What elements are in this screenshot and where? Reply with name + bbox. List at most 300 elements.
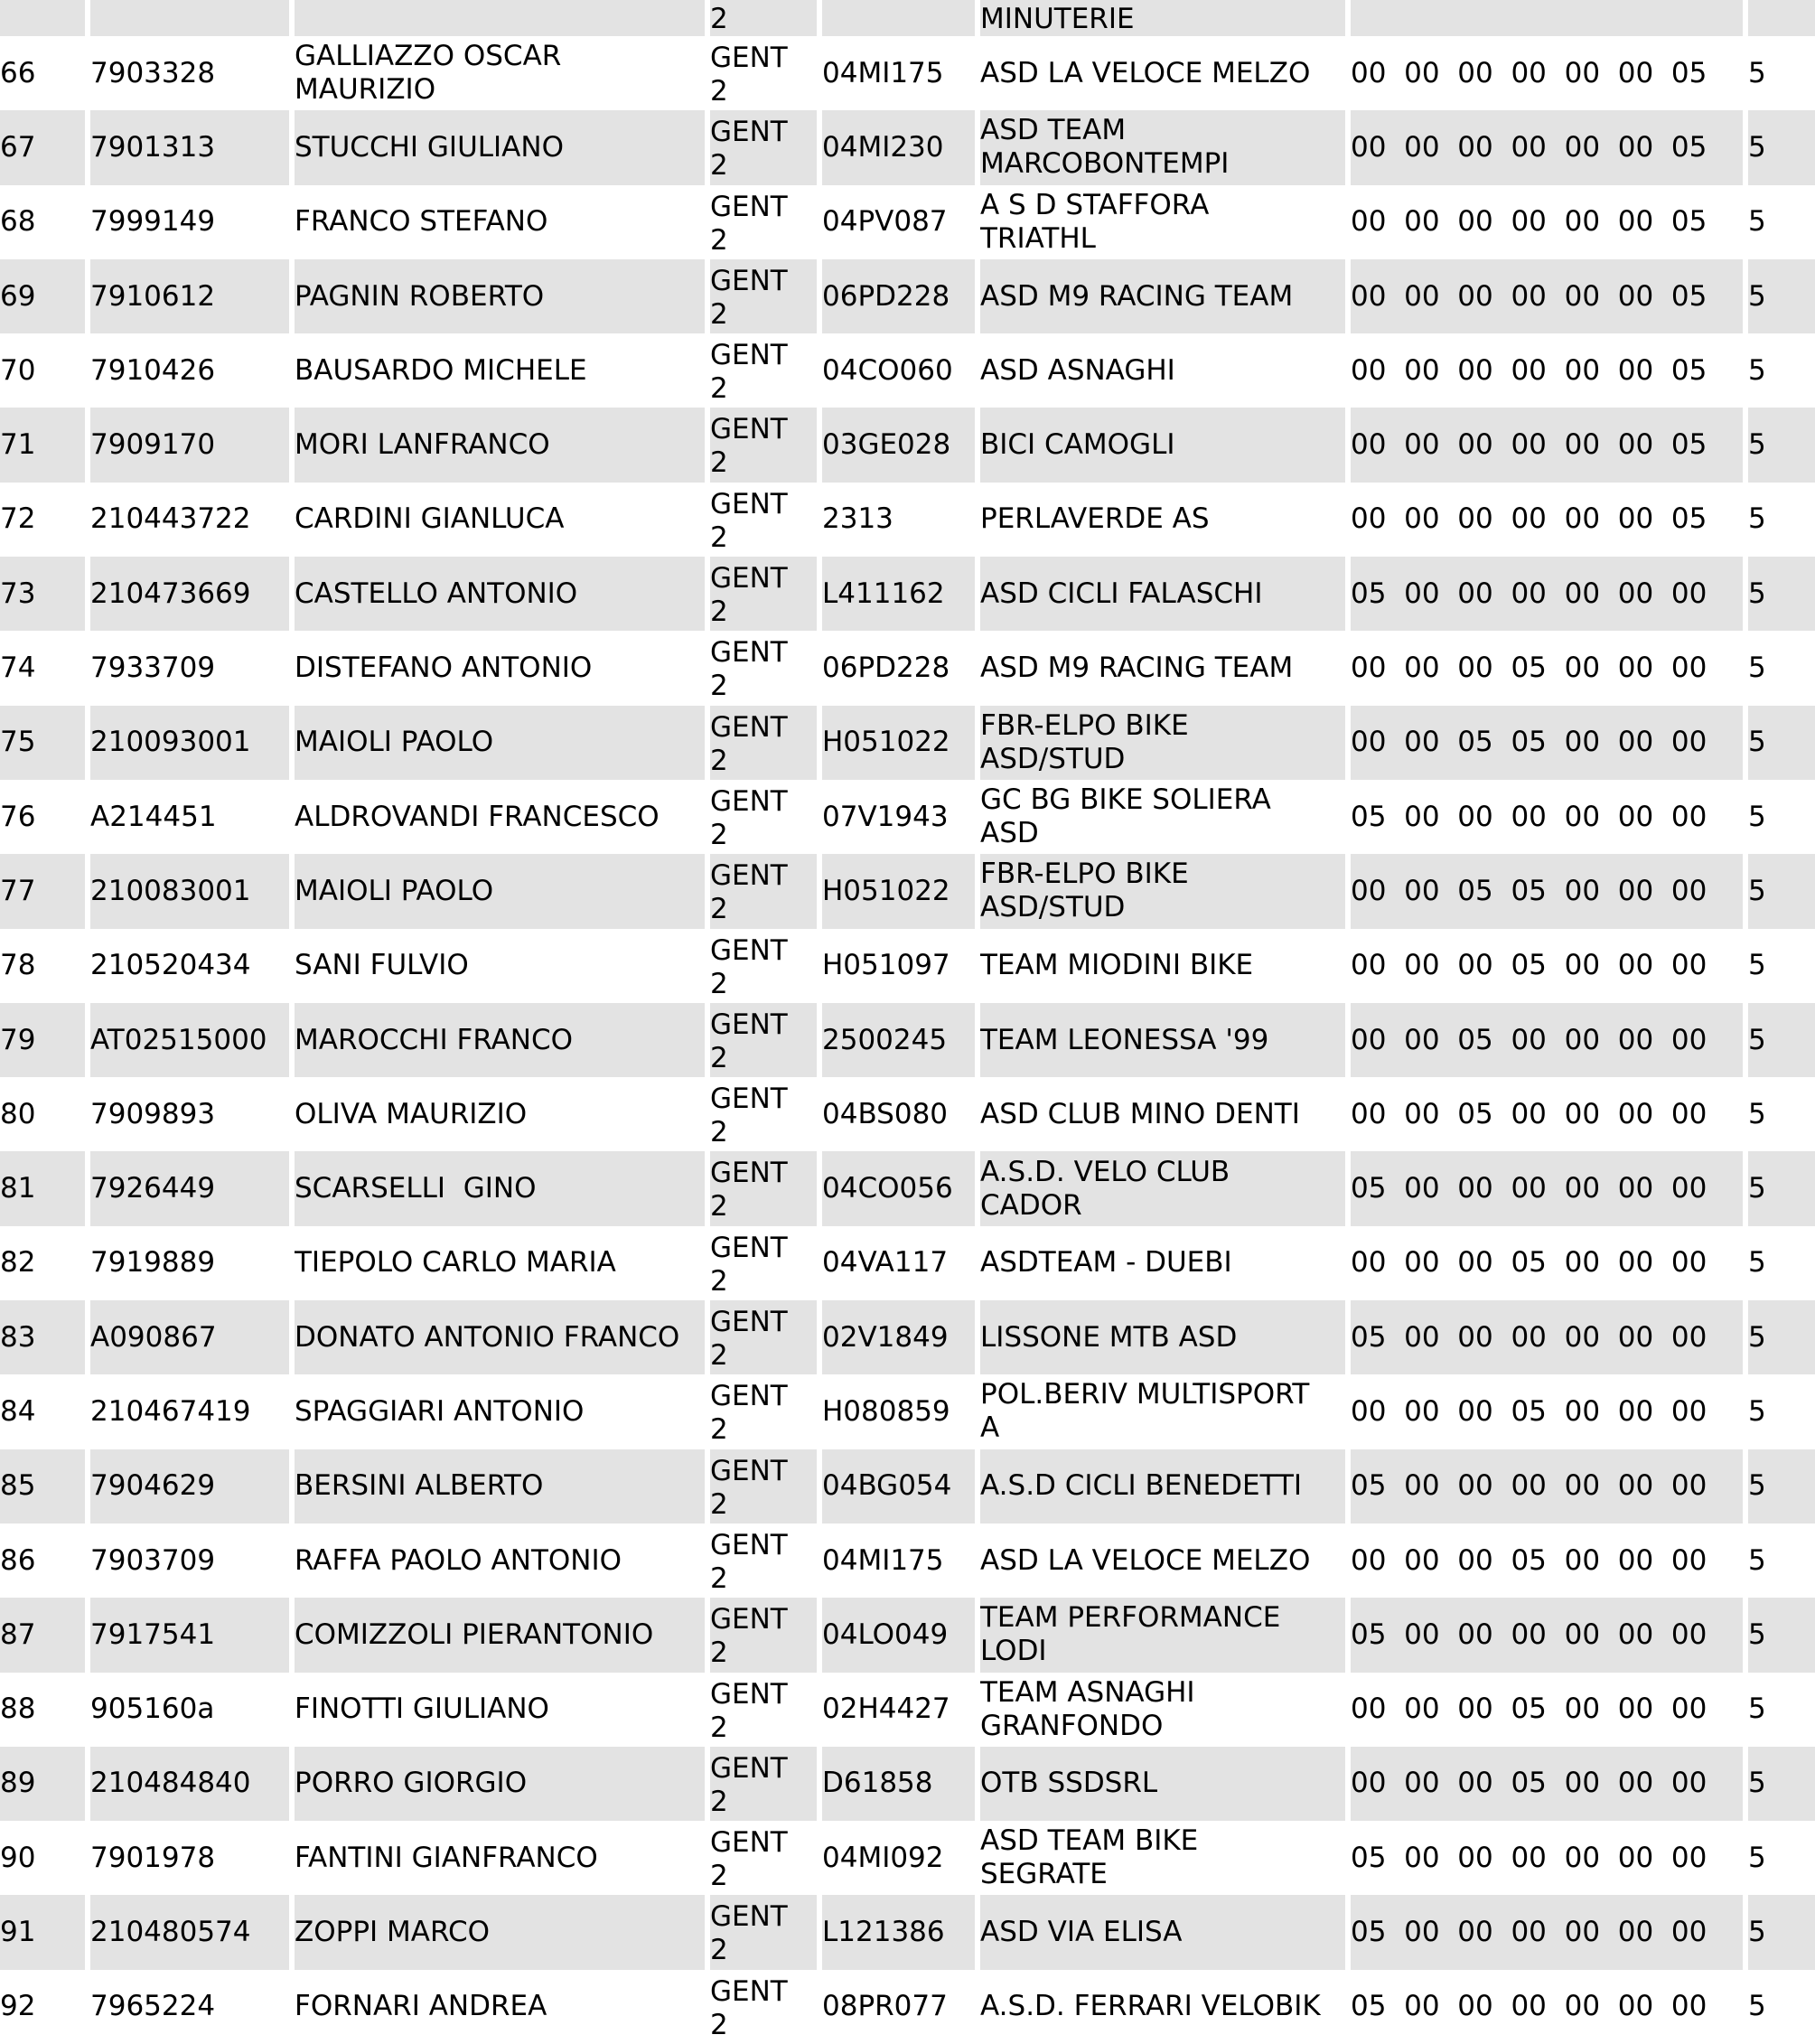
- category-cell: [710, 780, 817, 854]
- club-code-cell: 04PV087: [822, 205, 948, 239]
- points-cell: 05 00 00 00 00 00 00: [1351, 1895, 1743, 1969]
- position-cell: 90: [0, 1841, 36, 1874]
- club-code-cell: H051022: [822, 706, 975, 780]
- name-cell: [295, 780, 705, 854]
- category-level: 2: [710, 1190, 728, 1224]
- total-cell: 5: [1748, 1394, 1766, 1428]
- category-cell: [710, 1077, 817, 1151]
- category-cell: [710, 1374, 817, 1449]
- points-cell: [1351, 0, 1743, 36]
- license-cell: 7917541: [90, 1598, 289, 1672]
- position-cell: 73: [0, 557, 85, 631]
- table-row: [0, 929, 1815, 1003]
- total-cell: 5: [1748, 1151, 1815, 1225]
- team-cell: [980, 259, 1345, 333]
- table-row: [0, 36, 1815, 110]
- category-label: GENT: [710, 190, 788, 223]
- position-cell: 88: [0, 1692, 36, 1726]
- position-cell: 79: [0, 1003, 85, 1077]
- total-cell: 5: [1748, 949, 1766, 982]
- name-text: ZOPPI MARCO: [295, 1916, 491, 1949]
- team-text: BICI CAMOGLI: [980, 428, 1175, 462]
- category-cell: [710, 185, 817, 259]
- license-cell: 210467419: [90, 1394, 251, 1428]
- category-level: 2: [710, 149, 728, 183]
- total-cell: 5: [1748, 1003, 1815, 1077]
- total-cell: 5: [1748, 652, 1766, 685]
- total-cell: 5: [1748, 1449, 1815, 1524]
- table-row: [0, 1747, 1815, 1821]
- license-cell: 7910426: [90, 353, 216, 387]
- name-text: CARDINI GIANLUCA: [295, 502, 565, 536]
- name-text: TIEPOLO CARLO MARIA: [295, 1246, 616, 1280]
- team-cell: [980, 36, 1345, 110]
- name-cell: [295, 929, 705, 1003]
- team-cell: [980, 1524, 1345, 1598]
- name-text: OLIVA MAURIZIO: [295, 1097, 528, 1130]
- total-cell: [1748, 0, 1815, 36]
- position-cell: 68: [0, 205, 36, 239]
- category-level: 2: [710, 223, 728, 257]
- name-cell: [295, 1821, 705, 1895]
- license-cell: A214451: [90, 800, 217, 833]
- category-cell: [710, 929, 817, 1003]
- total-cell: 5: [1748, 557, 1815, 631]
- club-code-cell: 06PD228: [822, 259, 975, 333]
- name-cell: [295, 1226, 705, 1300]
- team-cell: [980, 1673, 1345, 1747]
- position-cell: 89: [0, 1747, 85, 1821]
- total-cell: 5: [1748, 1990, 1766, 2023]
- team-cell: [980, 1747, 1345, 1821]
- category-cell: [710, 706, 817, 780]
- team-text: ASD CLUB MINO DENTI: [980, 1097, 1300, 1130]
- total-cell: 5: [1748, 502, 1766, 536]
- position-cell: 82: [0, 1246, 36, 1280]
- category-label: GENT: [710, 1826, 788, 1860]
- category-level: 2: [710, 818, 728, 851]
- table-row: [0, 110, 1815, 184]
- name-cell: [295, 1970, 705, 2044]
- team-cell: [980, 1895, 1345, 1969]
- license-cell: 7909170: [90, 408, 289, 482]
- license-cell: 7919889: [90, 1246, 216, 1280]
- club-code-cell: 04VA117: [822, 1246, 949, 1280]
- category-cell: [710, 854, 817, 928]
- name-cell: [295, 1673, 705, 1747]
- total-cell: 5: [1748, 706, 1815, 780]
- total-cell: 5: [1748, 353, 1766, 387]
- category-level: 2: [710, 1785, 728, 1818]
- table-row: [0, 631, 1815, 705]
- category-level: 2: [710, 1264, 728, 1298]
- license-cell: 7909893: [90, 1097, 216, 1130]
- category-level: 2: [710, 1487, 728, 1521]
- name-text: FORNARI ANDREA: [295, 1990, 547, 2023]
- position-cell: 66: [0, 56, 36, 89]
- team-cell: [980, 706, 1345, 780]
- team-cell: [980, 1226, 1345, 1300]
- category-label: GENT: [710, 413, 788, 446]
- category-level: 2: [710, 297, 728, 331]
- name-cell: [295, 1151, 705, 1225]
- category-label: GENT: [710, 1008, 788, 1041]
- name-text: SPAGGIARI ANTONIO: [295, 1394, 585, 1428]
- club-code-cell: [822, 0, 975, 36]
- total-cell: 5: [1748, 205, 1766, 239]
- category-label: GENT: [710, 42, 788, 74]
- total-cell: 5: [1748, 800, 1766, 833]
- license-cell: 210484840: [90, 1747, 289, 1821]
- name-text: BERSINI ALBERTO: [295, 1469, 544, 1503]
- name-text: ALDROVANDI FRANCESCO: [295, 800, 660, 833]
- points-cell: 00 00 00 05 00 00 00: [1351, 1692, 1707, 1726]
- license-cell: 7999149: [90, 205, 216, 239]
- points-cell: 00 00 00 00 00 00 05: [1351, 205, 1707, 239]
- club-code-cell: 04CO060: [822, 353, 953, 387]
- license-cell: 210520434: [90, 949, 251, 982]
- points-cell: 05 00 00 00 00 00 00: [1351, 1449, 1743, 1524]
- position-cell: 69: [0, 259, 85, 333]
- license-cell: 7903328: [90, 56, 216, 89]
- name-text: MORI LANFRANCO: [295, 428, 550, 462]
- category-cell: [710, 1821, 817, 1895]
- category-level: 2: [710, 446, 728, 480]
- club-code-cell: 04CO056: [822, 1151, 975, 1225]
- category-cell: [710, 1673, 817, 1747]
- total-cell: 5: [1748, 1692, 1766, 1726]
- club-code-cell: 03GE028: [822, 408, 975, 482]
- category-level: 2: [710, 1116, 728, 1149]
- club-code-cell: 04LO049: [822, 1598, 975, 1672]
- points-cell: 00 00 05 05 00 00 00: [1351, 854, 1743, 928]
- team-text: A.S.D. FERRARI VELOBIK: [980, 1990, 1321, 2023]
- category-label: GENT: [710, 1974, 788, 2008]
- category-label: GENT: [710, 1157, 788, 1190]
- total-cell: 5: [1748, 1841, 1766, 1874]
- name-text: COMIZZOLI PIERANTONIO: [295, 1617, 654, 1651]
- category-level: 2: [710, 1860, 728, 1893]
- team-text: TEAM MIODINI BIKE: [980, 949, 1254, 982]
- name-text: MAROCCHI FRANCO: [295, 1023, 574, 1056]
- name-text: GALLIAZZO OSCAR MAURIZIO: [295, 40, 562, 107]
- name-cell: [295, 333, 705, 408]
- team-cell: [980, 1300, 1345, 1374]
- category-label: GENT: [710, 562, 788, 595]
- table-row: [0, 185, 1815, 259]
- category-label: GENT: [710, 1528, 788, 1561]
- name-text: DONATO ANTONIO FRANCO: [295, 1320, 680, 1354]
- category-level: 2: [710, 595, 728, 629]
- team-text: ASD ASNAGHI: [980, 353, 1175, 387]
- license-cell: 7926449: [90, 1151, 289, 1225]
- table-row: [0, 557, 1815, 631]
- club-code-cell: D61858: [822, 1747, 975, 1821]
- total-cell: 5: [1748, 1300, 1815, 1374]
- table-row: [0, 1895, 1815, 1969]
- position-cell: 70: [0, 353, 36, 387]
- team-text: FBR-ELPO BIKE ASD/STUD: [980, 858, 1189, 924]
- category-label: GENT: [710, 784, 788, 818]
- position-cell: 80: [0, 1097, 36, 1130]
- category-cell: [710, 1449, 817, 1524]
- name-cell: [295, 1374, 705, 1449]
- team-cell: [980, 1970, 1345, 2044]
- points-cell: 00 00 00 00 00 00 05: [1351, 259, 1743, 333]
- team-text: A.S.D CICLI BENEDETTI: [980, 1469, 1303, 1503]
- name-cell: [295, 706, 705, 780]
- total-cell: 5: [1748, 110, 1815, 184]
- license-cell: 7904629: [90, 1449, 289, 1524]
- license-cell: A090867: [90, 1300, 289, 1374]
- points-cell: 00 00 00 05 00 00 00: [1351, 1394, 1707, 1428]
- table-row: [0, 1449, 1815, 1524]
- name-cell: [295, 1598, 705, 1672]
- category-level: 2: [710, 1934, 728, 1967]
- points-cell: 05 00 00 00 00 00 00: [1351, 1300, 1743, 1374]
- points-cell: 00 00 00 00 00 00 05: [1351, 408, 1743, 482]
- points-cell: 05 00 00 00 00 00 00: [1351, 1151, 1743, 1225]
- name-cell: [295, 854, 705, 928]
- points-cell: 00 00 00 00 00 00 05: [1351, 502, 1707, 536]
- category-level: 2: [710, 744, 728, 777]
- name-cell: [295, 185, 705, 259]
- category-level: 2: [710, 893, 728, 926]
- team-text: ASD TEAM MARCOBONTEMPI: [980, 114, 1230, 181]
- position-cell: 77: [0, 854, 85, 928]
- club-code-cell: 04BG054: [822, 1449, 975, 1524]
- team-text: ASD LA VELOCE MELZO: [980, 56, 1311, 89]
- team-cell: [980, 1374, 1345, 1449]
- team-cell: [980, 1598, 1345, 1672]
- name-cell: [295, 0, 705, 36]
- name-cell: [295, 408, 705, 482]
- name-text: RAFFA PAOLO ANTONIO: [295, 1543, 622, 1577]
- name-text: MAIOLI PAOLO: [295, 726, 494, 759]
- position-cell: 91: [0, 1895, 85, 1969]
- name-cell: [295, 483, 705, 557]
- table-row: [0, 1821, 1815, 1895]
- table-row: [0, 1226, 1815, 1300]
- team-text: TEAM LEONESSA '99: [980, 1023, 1269, 1056]
- position-cell: 74: [0, 652, 36, 685]
- name-cell: [295, 1300, 705, 1374]
- points-cell: 00 00 00 00 00 00 05: [1351, 353, 1707, 387]
- position-cell: 83: [0, 1300, 85, 1374]
- license-cell: 7965224: [90, 1990, 216, 2023]
- table-row: [0, 706, 1815, 780]
- points-cell: 00 00 00 05 00 00 00: [1351, 652, 1707, 685]
- team-text: ASD LA VELOCE MELZO: [980, 1543, 1311, 1577]
- license-cell: 7901978: [90, 1841, 216, 1874]
- points-cell: 00 00 00 05 00 00 00: [1351, 949, 1707, 982]
- name-text: DISTEFANO ANTONIO: [295, 652, 593, 685]
- name-text: SANI FULVIO: [295, 949, 469, 982]
- category-level: 2: [710, 967, 728, 1000]
- category-cell: [710, 1747, 817, 1821]
- position-cell: 87: [0, 1598, 85, 1672]
- club-code-cell: H051097: [822, 949, 950, 982]
- table-row: [0, 1673, 1815, 1747]
- license-cell: 7901313: [90, 110, 289, 184]
- total-cell: 5: [1748, 259, 1815, 333]
- team-cell: [980, 408, 1345, 482]
- category-cell: [710, 333, 817, 408]
- team-text: TEAM ASNAGHI GRANFONDO: [980, 1675, 1195, 1742]
- category-label: GENT: [710, 710, 788, 744]
- category-label: GENT: [710, 1751, 788, 1785]
- team-cell: MINUTERIE: [980, 0, 1345, 36]
- club-code-cell: 04MI175: [822, 1543, 944, 1577]
- table-row: [0, 483, 1815, 557]
- category-level: 2: [710, 520, 728, 554]
- team-cell: [980, 557, 1345, 631]
- name-cell: [295, 36, 705, 110]
- club-code-cell: 2313: [822, 502, 893, 536]
- position-cell: 81: [0, 1151, 85, 1225]
- category-cell: [710, 1524, 817, 1598]
- category-label: GENT: [710, 1083, 788, 1116]
- license-cell: [90, 0, 289, 36]
- category-level: 2: [710, 372, 728, 406]
- name-text: FINOTTI GIULIANO: [295, 1692, 549, 1726]
- points-cell: 00 00 00 05 00 00 00: [1351, 1747, 1743, 1821]
- position-cell: 75: [0, 706, 85, 780]
- team-cell: [980, 1151, 1345, 1225]
- table-row: [0, 333, 1815, 408]
- name-text: PORRO GIORGIO: [295, 1767, 528, 1800]
- total-cell: 5: [1748, 1543, 1766, 1577]
- category-level: 2: [710, 1339, 728, 1373]
- team-text: PERLAVERDE AS: [980, 502, 1210, 536]
- team-text: A.S.D. VELO CLUB CADOR: [980, 1155, 1230, 1222]
- name-cell: [295, 259, 705, 333]
- category-cell: [710, 1226, 817, 1300]
- category-label: GENT: [710, 264, 788, 297]
- club-code-cell: 06PD228: [822, 652, 950, 685]
- team-text: ASD M9 RACING TEAM: [980, 652, 1294, 685]
- club-code-cell: H080859: [822, 1394, 950, 1428]
- club-code-cell: L411162: [822, 557, 975, 631]
- team-text: ASD M9 RACING TEAM: [980, 279, 1294, 313]
- position-cell: 85: [0, 1449, 85, 1524]
- team-text: ASD TEAM BIKE SEGRATE: [980, 1824, 1199, 1891]
- name-cell: [295, 631, 705, 705]
- category-cell: [710, 259, 817, 333]
- table-row: [0, 1151, 1815, 1225]
- club-code-cell: 07V1943: [822, 800, 949, 833]
- license-cell: 210473669: [90, 557, 289, 631]
- total-cell: 5: [1748, 1246, 1766, 1280]
- table-row: [0, 1374, 1815, 1449]
- team-text: TEAM PERFORMANCE LODI: [980, 1601, 1281, 1668]
- position-cell: 92: [0, 1990, 36, 2023]
- points-cell: 05 00 00 00 00 00 00: [1351, 1990, 1707, 2023]
- name-text: MAIOLI PAOLO: [295, 874, 494, 907]
- table-row: [0, 854, 1815, 928]
- total-cell: 5: [1748, 1747, 1815, 1821]
- category-cell: [710, 631, 817, 705]
- name-cell: [295, 1003, 705, 1077]
- license-cell: 7933709: [90, 652, 216, 685]
- name-text: PAGNIN ROBERTO: [295, 279, 545, 313]
- category-cell: [710, 1300, 817, 1374]
- name-cell: [295, 1895, 705, 1969]
- team-cell: [980, 929, 1345, 1003]
- category-label: GENT: [710, 1603, 788, 1636]
- points-cell: 05 00 00 00 00 00 00: [1351, 557, 1743, 631]
- position-cell: 71: [0, 408, 85, 482]
- name-cell: [295, 110, 705, 184]
- category-cell: [710, 36, 817, 110]
- name-cell: [295, 1524, 705, 1598]
- team-text: LISSONE MTB ASD: [980, 1320, 1238, 1354]
- name-text: CASTELLO ANTONIO: [295, 577, 578, 610]
- position-cell: 84: [0, 1394, 36, 1428]
- total-cell: 5: [1748, 56, 1766, 89]
- points-cell: 05 00 00 00 00 00 00: [1351, 1598, 1743, 1672]
- name-text: FANTINI GIANFRANCO: [295, 1841, 598, 1874]
- points-cell: 00 00 00 05 00 00 00: [1351, 1246, 1707, 1280]
- category-cell: [710, 1598, 817, 1672]
- club-code-cell: H051022: [822, 854, 975, 928]
- name-text: BAUSARDO MICHELE: [295, 353, 587, 387]
- club-code-cell: 02V1849: [822, 1300, 975, 1374]
- table-row: [0, 1300, 1815, 1374]
- category-cell: [710, 0, 817, 36]
- table-row: [0, 408, 1815, 482]
- license-cell: 210093001: [90, 706, 289, 780]
- team-text: OTB SSDSRL: [980, 1767, 1158, 1800]
- table-row: [0, 780, 1815, 854]
- points-cell: 05 00 00 00 00 00 00: [1351, 1841, 1707, 1874]
- table-row: [0, 1970, 1815, 2044]
- category-label: GENT: [710, 933, 788, 967]
- position-cell: 86: [0, 1543, 36, 1577]
- club-code-cell: 04MI175: [822, 56, 944, 89]
- category-level: 2: [710, 1041, 728, 1074]
- position-cell: 78: [0, 949, 36, 982]
- table-row: [0, 0, 1815, 36]
- category-level: 2: [710, 670, 728, 703]
- table-row: [0, 1524, 1815, 1598]
- category-label: GENT: [710, 339, 788, 372]
- position-cell: 76: [0, 800, 36, 833]
- category-label: GENT: [710, 1677, 788, 1711]
- club-code-cell: 04BS080: [822, 1097, 949, 1130]
- category-label: GENT: [710, 1380, 788, 1413]
- name-cell: [295, 557, 705, 631]
- total-cell: 5: [1748, 854, 1815, 928]
- category-cell: [710, 557, 817, 631]
- category-level: 2: [710, 2008, 728, 2041]
- license-cell: 905160a: [90, 1692, 215, 1726]
- total-cell: 5: [1748, 1895, 1815, 1969]
- team-cell: [980, 110, 1345, 184]
- team-text: ASD VIA ELISA: [980, 1916, 1183, 1949]
- table-row: [0, 1003, 1815, 1077]
- club-code-cell: 04MI092: [822, 1841, 944, 1874]
- club-code-cell: 08PR077: [822, 1990, 948, 2023]
- team-cell: [980, 780, 1345, 854]
- team-text: FBR-ELPO BIKE ASD/STUD: [980, 708, 1189, 775]
- license-cell: 210083001: [90, 854, 289, 928]
- category-level: 2: [710, 1413, 728, 1447]
- category-label: GENT: [710, 1900, 788, 1934]
- category-cell: [710, 408, 817, 482]
- table-row: [0, 1077, 1815, 1151]
- team-cell: [980, 483, 1345, 557]
